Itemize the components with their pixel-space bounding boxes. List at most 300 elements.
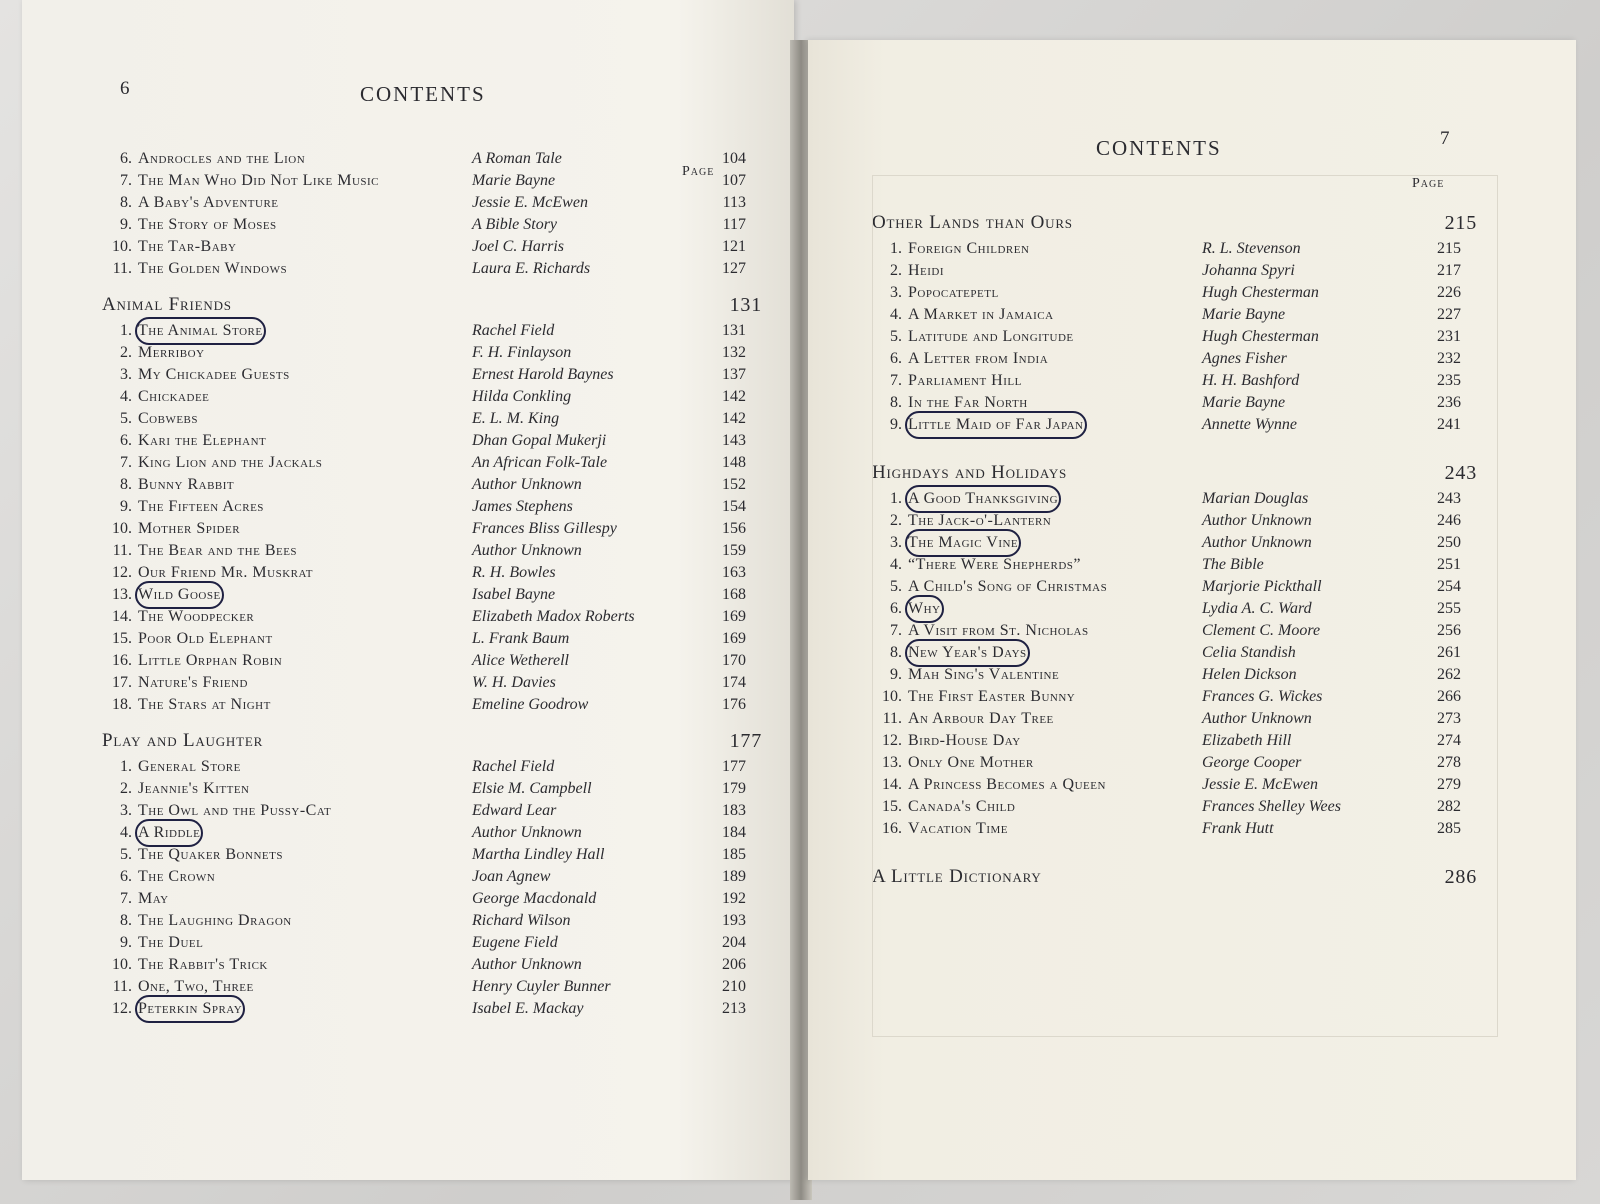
entry-number: 6. <box>890 350 902 367</box>
entry-title: Wild Goose <box>138 584 221 606</box>
entry-page: 163 <box>722 564 746 581</box>
entry-number: 3. <box>120 802 132 819</box>
entry-title: A Baby's Adventure <box>138 194 279 211</box>
entry-title: The Stars at Night <box>138 696 271 713</box>
entry-title: The Rabbit's Trick <box>138 956 268 973</box>
entry-title: Popocatepetl <box>908 284 999 301</box>
entry-author: Alice Wetherell <box>472 652 569 669</box>
entry-page: 154 <box>722 498 746 515</box>
entry-author: An African Folk-Tale <box>472 454 608 471</box>
entry-number: 1. <box>120 758 132 775</box>
entry-title: Why <box>908 598 941 620</box>
entry-author: Frances Shelley Wees <box>1202 798 1341 815</box>
entry-number: 1. <box>890 240 902 257</box>
entry-author: Rachel Field <box>472 322 555 339</box>
entry-author: Henry Cuyler Bunner <box>472 978 611 995</box>
entry-author: Frances G. Wickes <box>1202 688 1323 705</box>
toc-entry <box>102 364 782 386</box>
entry-number: 9. <box>120 934 132 951</box>
entry-number: 11. <box>112 260 132 277</box>
entry-title: The Laughing Dragon <box>138 912 292 929</box>
entry-number: 10. <box>882 688 902 705</box>
contents-list <box>102 148 782 1020</box>
entry-author: Emeline Goodrow <box>472 696 589 713</box>
entry-author: Elsie M. Campbell <box>472 780 592 797</box>
entry-page: 261 <box>1437 644 1461 661</box>
entry-title: Only One Mother <box>908 754 1034 771</box>
entry-title: A Princess Becomes a Queen <box>908 776 1106 793</box>
entry-author: George Cooper <box>1202 754 1302 771</box>
entry-number: 4. <box>890 306 902 323</box>
entry-number: 6. <box>890 600 902 617</box>
section-title: A Little Dictionary <box>872 866 1042 887</box>
entry-title: A Market in Jamaica <box>908 306 1054 323</box>
entry-title: Canada's Child <box>908 798 1016 815</box>
entry-page: 169 <box>722 608 746 625</box>
toc-entry <box>102 998 782 1020</box>
entry-author: R. L. Stevenson <box>1202 240 1301 257</box>
entry-author: Hugh Chesterman <box>1202 328 1319 345</box>
entry-author: Author Unknown <box>472 956 582 973</box>
section-heading <box>102 290 782 320</box>
entry-author: Ernest Harold Baynes <box>472 366 614 383</box>
entry-number: 9. <box>120 216 132 233</box>
entry-author: Isabel Bayne <box>472 586 556 603</box>
toc-entry <box>102 866 782 888</box>
entry-title: New Year's Days <box>908 642 1027 664</box>
entry-author: Rachel Field <box>472 758 555 775</box>
entry-page: 183 <box>722 802 746 819</box>
entry-number: 18. <box>112 696 132 713</box>
entry-title: The Jack-o'-Lantern <box>908 512 1052 529</box>
entry-number: 10. <box>112 956 132 973</box>
entry-author: Author Unknown <box>1202 710 1312 727</box>
entry-number: 15. <box>882 798 902 815</box>
toc-entry <box>102 694 782 716</box>
toc-entry <box>102 910 782 932</box>
entry-title: Heidi <box>908 262 945 279</box>
entry-author: Marian Douglas <box>1202 490 1309 507</box>
entry-title: A Child's Song of Christmas <box>908 578 1108 595</box>
entry-page: 206 <box>722 956 746 973</box>
entry-page: 254 <box>1437 578 1461 595</box>
entry-page: 148 <box>722 454 746 471</box>
section-title: Play and Laughter <box>102 730 264 751</box>
entry-page: 274 <box>1437 732 1461 749</box>
entry-page: 251 <box>1437 556 1461 573</box>
entry-title: Peterkin Spray <box>138 998 242 1020</box>
entry-author: Eugene Field <box>472 934 558 951</box>
entry-author: Agnes Fisher <box>1202 350 1287 367</box>
entry-page: 226 <box>1437 284 1461 301</box>
entry-page: 193 <box>722 912 746 929</box>
entry-author: E. L. M. King <box>472 410 560 427</box>
entry-title: The Duel <box>138 934 204 951</box>
toc-entry <box>102 258 782 280</box>
toc-entry <box>102 628 782 650</box>
entry-author: Hugh Chesterman <box>1202 284 1319 301</box>
entry-number: 9. <box>890 666 902 683</box>
entry-number: 10. <box>112 238 132 255</box>
entry-number: 7. <box>120 172 132 189</box>
entry-page: 131 <box>722 322 746 339</box>
entry-title: Merriboy <box>138 344 205 361</box>
entry-author: Laura E. Richards <box>472 260 591 277</box>
entry-number: 7. <box>890 372 902 389</box>
entry-number: 7. <box>120 890 132 907</box>
entry-title: Cobwebs <box>138 410 199 427</box>
entry-number: 3. <box>890 534 902 551</box>
toc-entry <box>102 408 782 430</box>
toc-entry <box>102 822 782 844</box>
entry-title: Nature's Friend <box>138 674 249 691</box>
entry-page: 282 <box>1437 798 1461 815</box>
entry-title: The Man Who Did Not Like Music <box>138 172 380 189</box>
entry-number: 12. <box>112 564 132 581</box>
section-page: 177 <box>729 730 762 752</box>
entry-author: Celia Standish <box>1202 644 1296 661</box>
entry-title: The Magic Vine <box>908 532 1018 554</box>
entry-number: 12. <box>882 732 902 749</box>
entry-author: Marie Bayne <box>1202 306 1286 323</box>
entry-title: Chickadee <box>138 388 210 405</box>
entry-title: Foreign Children <box>908 240 1030 257</box>
entry-title: Androcles and the Lion <box>138 150 306 167</box>
entry-number: 8. <box>890 644 902 661</box>
entry-page: 113 <box>722 194 746 211</box>
entry-page: 127 <box>722 260 746 277</box>
entry-title: The First Easter Bunny <box>908 688 1076 705</box>
entry-page: 107 <box>722 172 746 189</box>
entry-page: 104 <box>722 150 746 167</box>
entry-page: 278 <box>1437 754 1461 771</box>
entry-number: 9. <box>890 416 902 433</box>
entry-author: Joan Agnew <box>472 868 551 885</box>
entry-title: Kari the Elephant <box>138 432 267 449</box>
entry-title: My Chickadee Guests <box>138 366 290 383</box>
entry-number: 5. <box>890 328 902 345</box>
entry-title: General Store <box>138 758 241 775</box>
entry-page: 241 <box>1437 416 1461 433</box>
toc-entry <box>102 606 782 628</box>
entry-author: Hilda Conkling <box>472 388 572 405</box>
entry-author: Richard Wilson <box>472 912 571 929</box>
entry-number: 11. <box>112 542 132 559</box>
entry-author: James Stephens <box>472 498 573 515</box>
entry-number: 7. <box>890 622 902 639</box>
entry-page: 121 <box>722 238 746 255</box>
toc-entry <box>102 320 782 342</box>
entry-author: Elizabeth Hill <box>1202 732 1292 749</box>
entry-title: In the Far North <box>908 394 1028 411</box>
entry-title: A Visit from St. Nicholas <box>908 622 1089 639</box>
entry-title: Little Maid of Far Japan <box>908 414 1084 436</box>
entry-author: Martha Lindley Hall <box>472 846 605 863</box>
toc-entry <box>102 236 782 258</box>
toc-entry <box>102 148 782 170</box>
entry-number: 8. <box>120 912 132 929</box>
entry-title: Little Orphan Robin <box>138 652 283 669</box>
section-heading <box>102 726 782 756</box>
entry-number: 15. <box>112 630 132 647</box>
page-number: 6 <box>120 78 130 99</box>
entry-number: 7. <box>120 454 132 471</box>
entry-author: Johanna Spyri <box>1202 262 1295 279</box>
toc-entry <box>102 540 782 562</box>
entry-page: 250 <box>1437 534 1461 551</box>
entry-page: 168 <box>722 586 746 603</box>
entry-page: 210 <box>722 978 746 995</box>
entry-number: 3. <box>120 366 132 383</box>
entry-page: 273 <box>1437 710 1461 727</box>
toc-entry <box>102 430 782 452</box>
toc-entry <box>102 844 782 866</box>
entry-page: 185 <box>722 846 746 863</box>
entry-title: May <box>138 890 169 907</box>
entry-number: 16. <box>882 820 902 837</box>
entry-author: R. H. Bowles <box>472 564 556 581</box>
entry-author: A Bible Story <box>472 216 558 233</box>
page-border <box>872 175 1498 1037</box>
entry-number: 4. <box>120 824 132 841</box>
entry-page: 213 <box>722 1000 746 1017</box>
toc-entry <box>102 756 782 778</box>
toc-entry <box>102 342 782 364</box>
entry-page: 152 <box>722 476 746 493</box>
entry-number: 9. <box>120 498 132 515</box>
entry-title: The Fifteen Acres <box>138 498 264 515</box>
entry-number: 8. <box>120 194 132 211</box>
entry-title: Mother Spider <box>138 520 241 537</box>
entry-author: L. Frank Baum <box>472 630 570 647</box>
entry-number: 2. <box>890 512 902 529</box>
entry-author: Clement C. Moore <box>1202 622 1321 639</box>
entry-title: The Animal Store <box>138 320 263 342</box>
entry-page: 142 <box>722 410 746 427</box>
entry-author: Marie Bayne <box>472 172 556 189</box>
entry-number: 2. <box>890 262 902 279</box>
toc-entry <box>102 888 782 910</box>
entry-title: The Golden Windows <box>138 260 288 277</box>
toc-entry <box>102 518 782 540</box>
toc-entry <box>102 452 782 474</box>
entry-title: A Good Thanksgiving <box>908 488 1058 510</box>
entry-page: 262 <box>1437 666 1461 683</box>
entry-number: 6. <box>120 150 132 167</box>
entry-page: 176 <box>722 696 746 713</box>
entry-title: The Woodpecker <box>138 608 255 625</box>
entry-number: 5. <box>120 410 132 427</box>
entry-number: 5. <box>890 578 902 595</box>
entry-page: 142 <box>722 388 746 405</box>
entry-number: 10. <box>112 520 132 537</box>
entry-number: 4. <box>120 388 132 405</box>
entry-page: 184 <box>722 824 746 841</box>
section-page: 286 <box>1444 866 1477 888</box>
page-column-label: Page <box>1412 176 1445 191</box>
entry-page: 192 <box>722 890 746 907</box>
toc-entry <box>102 192 782 214</box>
section-page: 131 <box>729 294 762 316</box>
entry-title: A Riddle <box>138 822 200 844</box>
entry-author: Author Unknown <box>472 476 582 493</box>
entry-author: Elizabeth Madox Roberts <box>472 608 635 625</box>
entry-page: 246 <box>1437 512 1461 529</box>
entry-page: 189 <box>722 868 746 885</box>
entry-number: 6. <box>120 432 132 449</box>
entry-number: 5. <box>120 846 132 863</box>
entry-number: 2. <box>120 344 132 361</box>
toc-entry <box>102 976 782 998</box>
entry-author: Joel C. Harris <box>472 238 564 255</box>
entry-title: The Crown <box>138 868 216 885</box>
entry-title: The Owl and the Pussy-Cat <box>138 802 332 819</box>
entry-author: Dhan Gopal Mukerji <box>472 432 607 449</box>
entry-author: A Roman Tale <box>472 150 562 167</box>
entry-title: A Letter from India <box>908 350 1049 367</box>
page-column-label: Page <box>682 164 715 179</box>
entry-title: The Tar-Baby <box>138 238 237 255</box>
entry-page: 232 <box>1437 350 1461 367</box>
section-title: Other Lands than Ours <box>872 212 1073 233</box>
entry-number: 1. <box>120 322 132 339</box>
entry-page: 179 <box>722 780 746 797</box>
entry-page: 236 <box>1437 394 1461 411</box>
entry-page: 170 <box>722 652 746 669</box>
entry-page: 279 <box>1437 776 1461 793</box>
entry-number: 1. <box>890 490 902 507</box>
entry-author: F. H. Finlayson <box>472 344 572 361</box>
entry-page: 156 <box>722 520 746 537</box>
entry-page: 255 <box>1437 600 1461 617</box>
entry-author: W. H. Davies <box>472 674 556 691</box>
entry-author: The Bible <box>1202 556 1264 573</box>
left-page <box>22 0 794 1180</box>
entry-author: Lydia A. C. Ward <box>1202 600 1312 617</box>
toc-entry <box>102 386 782 408</box>
entry-author: Helen Dickson <box>1202 666 1297 683</box>
entry-number: 11. <box>112 978 132 995</box>
page-heading: CONTENTS <box>360 82 486 106</box>
entry-author: Jessie E. McEwen <box>472 194 588 211</box>
entry-number: 3. <box>890 284 902 301</box>
entry-page: 132 <box>722 344 746 361</box>
entry-page: 231 <box>1437 328 1461 345</box>
entry-title: The Story of Moses <box>138 216 277 233</box>
entry-title: An Arbour Day Tree <box>908 710 1054 727</box>
entry-author: Marjorie Pickthall <box>1202 578 1322 595</box>
entry-page: 266 <box>1437 688 1461 705</box>
page-heading: CONTENTS <box>1096 136 1222 160</box>
entry-author: Jessie E. McEwen <box>1202 776 1318 793</box>
entry-number: 13. <box>882 754 902 771</box>
entry-author: George Macdonald <box>472 890 597 907</box>
section-title: Animal Friends <box>102 294 232 315</box>
entry-title: Latitude and Longitude <box>908 328 1074 345</box>
entry-page: 215 <box>1437 240 1461 257</box>
entry-author: Marie Bayne <box>1202 394 1286 411</box>
entry-title: King Lion and the Jackals <box>138 454 323 471</box>
entry-page: 204 <box>722 934 746 951</box>
toc-entry <box>102 778 782 800</box>
toc-entry <box>102 562 782 584</box>
entry-page: 169 <box>722 630 746 647</box>
entry-number: 13. <box>112 586 132 603</box>
entry-number: 12. <box>112 1000 132 1017</box>
entry-author: Author Unknown <box>1202 512 1312 529</box>
toc-entry <box>102 170 782 192</box>
entry-page: 177 <box>722 758 746 775</box>
entry-author: Annette Wynne <box>1202 416 1297 433</box>
entry-author: Author Unknown <box>472 824 582 841</box>
entry-author: Isabel E. Mackay <box>472 1000 584 1017</box>
entry-number: 16. <box>112 652 132 669</box>
toc-entry <box>102 474 782 496</box>
toc-entry <box>102 672 782 694</box>
entry-title: “There Were Shepherds” <box>908 556 1082 573</box>
section-page: 215 <box>1444 212 1477 234</box>
entry-page: 143 <box>722 432 746 449</box>
section-title: Highdays and Holidays <box>872 462 1068 483</box>
entry-page: 159 <box>722 542 746 559</box>
entry-number: 8. <box>890 394 902 411</box>
entry-number: 8. <box>120 476 132 493</box>
entry-number: 14. <box>882 776 902 793</box>
entry-title: Bunny Rabbit <box>138 476 235 493</box>
entry-author: Edward Lear <box>472 802 557 819</box>
entry-number: 6. <box>120 868 132 885</box>
page-number: 7 <box>1440 128 1450 149</box>
entry-title: Poor Old Elephant <box>138 630 273 647</box>
entry-page: 137 <box>722 366 746 383</box>
entry-page: 174 <box>722 674 746 691</box>
toc-entry <box>102 932 782 954</box>
entry-title: The Quaker Bonnets <box>138 846 283 863</box>
toc-entry <box>102 496 782 518</box>
entry-author: Author Unknown <box>1202 534 1312 551</box>
entry-author: Frances Bliss Gillespy <box>472 520 617 537</box>
entry-number: 11. <box>882 710 902 727</box>
entry-title: Bird-House Day <box>908 732 1021 749</box>
entry-author: Frank Hutt <box>1202 820 1274 837</box>
toc-entry <box>102 584 782 606</box>
entry-title: The Bear and the Bees <box>138 542 298 559</box>
entry-author: Author Unknown <box>472 542 582 559</box>
toc-entry <box>102 650 782 672</box>
entry-title: One, Two, Three <box>138 978 254 995</box>
entry-page: 217 <box>1437 262 1461 279</box>
toc-entry <box>102 954 782 976</box>
entry-number: 4. <box>890 556 902 573</box>
entry-title: Our Friend Mr. Muskrat <box>138 564 313 581</box>
entry-number: 14. <box>112 608 132 625</box>
entry-title: Parliament Hill <box>908 372 1022 389</box>
entry-title: Mah Sing's Valentine <box>908 666 1060 683</box>
section-page: 243 <box>1444 462 1477 484</box>
entry-page: 243 <box>1437 490 1461 507</box>
entry-number: 17. <box>112 674 132 691</box>
entry-page: 117 <box>722 216 746 233</box>
entry-page: 227 <box>1437 306 1461 323</box>
entry-page: 235 <box>1437 372 1461 389</box>
toc-entry <box>102 214 782 236</box>
entry-author: H. H. Bashford <box>1202 372 1300 389</box>
entry-title: Vacation Time <box>908 820 1008 837</box>
entry-title: Jeannie's Kitten <box>138 780 250 797</box>
toc-entry <box>102 800 782 822</box>
entry-number: 2. <box>120 780 132 797</box>
entry-page: 285 <box>1437 820 1461 837</box>
